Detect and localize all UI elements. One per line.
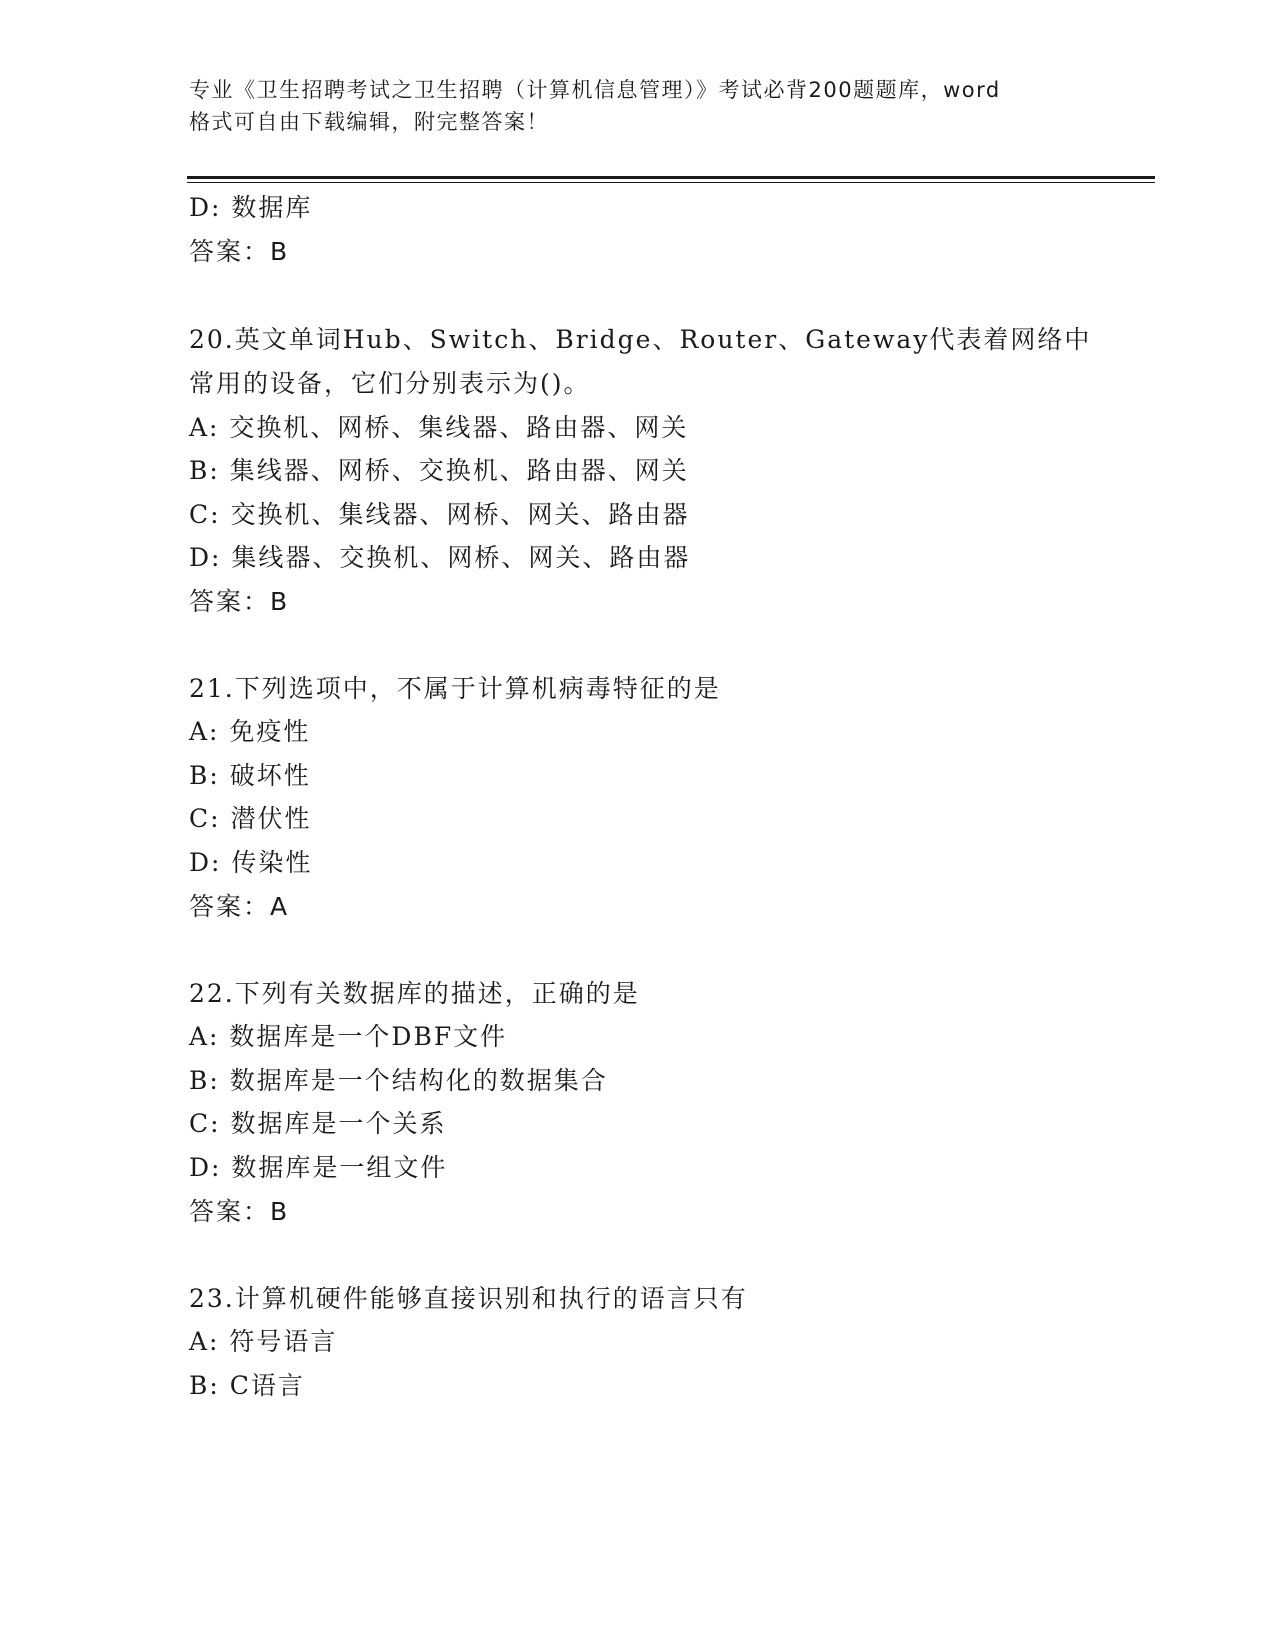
- question-22-option-d: D: 数据库是一组文件: [189, 1153, 448, 1182]
- question-21-option-d: D: 传染性: [189, 848, 313, 877]
- header-divider-thick: [187, 176, 1155, 179]
- option-d: D: 数据库: [189, 193, 313, 222]
- question-20-stem-line1: 20.英文单词Hub、Switch、Bridge、Router、Gateway代表着网络中: [189, 325, 1092, 354]
- question-20-option-a: A: 交换机、网桥、集线器、路由器、网关: [189, 413, 689, 442]
- question-20-option-b: B: 集线器、网桥、交换机、路由器、网关: [189, 456, 689, 485]
- document-header: [189, 74, 1089, 138]
- question-20-option-c: C: 交换机、集线器、网桥、网关、路由器: [189, 500, 690, 529]
- header-title-line1: 专业《卫生招聘考试之卫生招聘（计算机信息管理）》考试必背200题题库，word: [189, 78, 1001, 102]
- question-21-option-b: B: 破坏性: [189, 761, 311, 790]
- question-21-option-a: A: 免疫性: [189, 717, 311, 746]
- question-22-stem: 22.下列有关数据库的描述，正确的是: [189, 979, 640, 1008]
- question-22-answer: 答案：B: [189, 1197, 290, 1226]
- question-22-option-b: B: 数据库是一个结构化的数据集合: [189, 1066, 608, 1095]
- question-21-stem: 21.下列选项中，不属于计算机病毒特征的是: [189, 674, 721, 703]
- question-21-option-c: C: 潜伏性: [189, 804, 312, 833]
- question-23-option-a: A: 符号语言: [189, 1327, 338, 1356]
- question-23-option-b: B: C语言: [189, 1371, 305, 1400]
- question-23-stem: 23.计算机硬件能够直接识别和执行的语言只有: [189, 1284, 748, 1313]
- question-21-answer: 答案：A: [189, 892, 290, 921]
- question-22-option-c: C: 数据库是一个关系: [189, 1109, 447, 1138]
- question-20-stem-line2: 常用的设备，它们分别表示为()。: [189, 369, 591, 398]
- question-22-option-a: A: 数据库是一个DBF文件: [189, 1022, 508, 1051]
- question-20-option-d: D: 集线器、交换机、网桥、网关、路由器: [189, 543, 691, 572]
- header-divider-thin: [187, 182, 1155, 183]
- answer-line: 答案：B: [189, 237, 290, 266]
- header-title-line2: 格式可自由下载编辑，附完整答案！: [189, 110, 549, 134]
- question-20-answer: 答案：B: [189, 587, 290, 616]
